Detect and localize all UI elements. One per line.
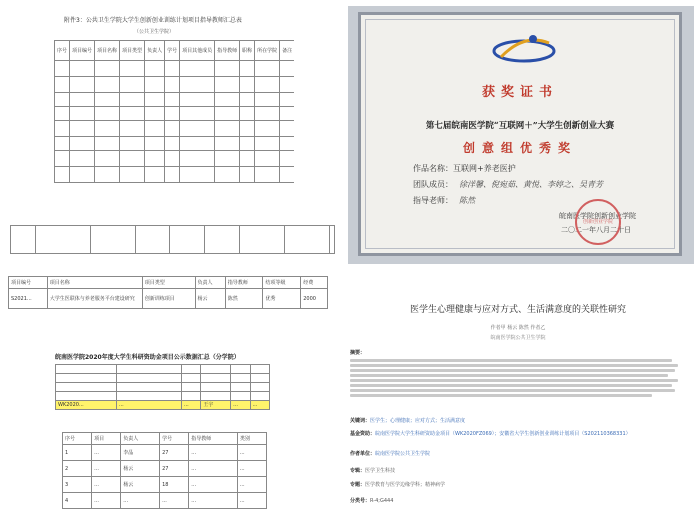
funding-table xyxy=(55,352,275,424)
cell: ... xyxy=(250,401,269,410)
cell: 27 xyxy=(160,461,189,477)
header-cell: 学号 xyxy=(165,41,180,61)
abstract-section xyxy=(350,350,685,399)
cell: 陈然 xyxy=(225,289,263,309)
keywords-label: 关键词： xyxy=(350,418,371,424)
seal-text: 创新创业学院 xyxy=(582,219,613,225)
roster-table-grid xyxy=(62,432,267,509)
work-value: 互联网+养老医护 xyxy=(453,164,516,173)
topic: 医学教育与医学边缘学科；精神病学 xyxy=(365,482,446,488)
cell: ... xyxy=(189,477,238,493)
table-header-row xyxy=(9,277,328,289)
paper-abstract xyxy=(342,278,694,523)
cell: 27 xyxy=(160,445,189,461)
header-cell: 项目其他成员 xyxy=(180,41,215,61)
advisor-field xyxy=(413,195,475,206)
header-cell: 指导教师 xyxy=(215,41,240,61)
table-row xyxy=(55,77,295,93)
table-row xyxy=(55,137,295,151)
official-seal-icon xyxy=(575,199,621,245)
award-certificate xyxy=(348,6,694,264)
advisor-value: 陈然 xyxy=(459,196,475,205)
cell: ... xyxy=(121,493,160,509)
header-cell: 指导教师 xyxy=(189,433,238,445)
header-cell: 项目编号 xyxy=(70,41,95,61)
cell: ... xyxy=(92,445,121,461)
cls-label: 分类号： xyxy=(350,498,371,504)
cell: ... xyxy=(189,445,238,461)
abstract-label: 摘要： xyxy=(350,350,366,356)
table-row xyxy=(56,383,270,392)
roster-table xyxy=(62,432,272,522)
header-cell: 指导教师 xyxy=(225,277,263,289)
cell: 大学生医联体与养老服务平台建设研究 xyxy=(47,289,142,309)
cell: 4 xyxy=(63,493,92,509)
fund-text: 皖南医学院大学生科研资助金项目（WK2020FZ069）；安徽省大学生创新创业训练计划项目（S202110368331） xyxy=(375,431,631,437)
table-row xyxy=(55,121,295,137)
cell: ... xyxy=(237,477,266,493)
cell: ... xyxy=(237,445,266,461)
issue-date: 二〇二一年八月二十日 xyxy=(561,226,631,234)
table-row xyxy=(55,167,295,183)
header-cell: 项目类型 xyxy=(120,41,145,61)
cell: ... xyxy=(160,493,189,509)
funding-table-title: 皖南医学院2020年度大学生科研资助金项目公示数据汇总（分学院） xyxy=(55,354,240,361)
table-row-highlighted xyxy=(56,401,270,410)
header-cell: 经费 xyxy=(301,277,328,289)
table-row xyxy=(63,461,267,477)
table-row xyxy=(55,61,295,77)
keywords-row xyxy=(350,418,685,425)
header-cell: 负责人 xyxy=(121,433,160,445)
award-name: 创意组优秀奖 xyxy=(462,141,577,155)
header-cell: 所在学院 xyxy=(255,41,280,61)
header-cell: 负责人 xyxy=(145,41,165,61)
cell: ... xyxy=(231,401,250,410)
cell: 2 xyxy=(63,461,92,477)
cell: ... xyxy=(181,401,200,410)
cell: S2021... xyxy=(9,289,48,309)
cell: ... xyxy=(237,461,266,477)
table-row xyxy=(55,151,295,167)
work-label: 作品名称： xyxy=(413,164,453,173)
cell: ... xyxy=(116,401,181,410)
funding-table-grid xyxy=(55,364,270,410)
cell: 杨云 xyxy=(195,289,225,309)
keywords: 医学生；心理健康；应对方式；生活满意度 xyxy=(370,418,466,424)
author-unit-row xyxy=(350,451,685,458)
cell: 李晶 xyxy=(121,445,160,461)
issuer: 皖南医学院创新创业学院 xyxy=(559,212,636,220)
team-field xyxy=(413,179,603,190)
table-row xyxy=(63,445,267,461)
cell: ... xyxy=(92,461,121,477)
table-strip-2 xyxy=(10,225,335,255)
paper-authors: 作者甲 杨云 陈然 作者乙 xyxy=(490,325,546,331)
header-cell: 备注 xyxy=(280,41,294,61)
cell: 1 xyxy=(63,445,92,461)
work-name-field xyxy=(413,163,516,174)
cell: 2000 xyxy=(301,289,328,309)
contest-logo-icon xyxy=(489,29,559,69)
cell: 18 xyxy=(160,477,189,493)
result-table xyxy=(8,276,333,316)
certificate-frame xyxy=(358,12,682,256)
cell: 优秀 xyxy=(263,289,301,309)
header-cell: 职称 xyxy=(240,41,255,61)
cell: ... xyxy=(92,477,121,493)
header-cell: 项目类型 xyxy=(142,277,195,289)
cell: ... xyxy=(237,493,266,509)
cell: 杨云 xyxy=(121,477,160,493)
author-unit: 皖南医学院公共卫生学院 xyxy=(375,451,431,457)
cell: ... xyxy=(189,461,238,477)
cell: ... xyxy=(92,493,121,509)
cell: 杨云 xyxy=(121,461,160,477)
table-row xyxy=(63,493,267,509)
table-header-row xyxy=(55,41,295,61)
topic-label: 专题： xyxy=(350,482,366,488)
contest-name: 第七届皖南医学院“互联网＋”大学生创新创业大赛 xyxy=(425,121,615,131)
header-cell: 序号 xyxy=(63,433,92,445)
table-row xyxy=(63,477,267,493)
table-row xyxy=(55,107,295,121)
table-scan-1 xyxy=(4,8,294,188)
author-unit-label: 作者单位： xyxy=(350,451,376,457)
table-scan-1-title: 附件3：公共卫生学院大学生创新创业训练计划项目指导教师汇总表 xyxy=(64,17,242,24)
cls: R-4;G444 xyxy=(370,498,394,504)
cell: 3 xyxy=(63,477,92,493)
team-label: 团队成员： xyxy=(413,180,453,189)
result-table-grid xyxy=(8,276,328,309)
header-cell: 项目编号 xyxy=(9,277,48,289)
table-row xyxy=(11,226,335,254)
fund-row xyxy=(350,431,685,438)
cell: WK2020... xyxy=(56,401,117,410)
header-cell: 负责人 xyxy=(195,277,225,289)
header-cell: 结项等级 xyxy=(263,277,301,289)
table-scan-1-subtitle: （公共卫生学院） xyxy=(134,29,175,35)
header-cell: 项目名称 xyxy=(95,41,120,61)
cls-row xyxy=(350,498,685,505)
table-header-row xyxy=(63,433,267,445)
certificate-heading: 获奖证书 xyxy=(481,85,558,100)
table-row xyxy=(55,93,295,107)
header-cell: 项目名称 xyxy=(47,277,142,289)
header-cell: 类别 xyxy=(237,433,266,445)
topic-row xyxy=(350,482,685,489)
cell: 创新训练项目 xyxy=(142,289,195,309)
table-row xyxy=(9,289,328,309)
dept: 医学卫生科技 xyxy=(365,468,396,474)
dept-label: 专辑： xyxy=(350,468,366,474)
header-cell: 学号 xyxy=(160,433,189,445)
table-row xyxy=(56,374,270,383)
fund-label: 基金资助： xyxy=(350,431,376,437)
paper-affiliation: 皖南医学院公共卫生学院 xyxy=(490,335,546,341)
header-cell: 项目 xyxy=(92,433,121,445)
table-scan-1-grid xyxy=(54,40,294,183)
table-row xyxy=(56,365,270,374)
advisor-label: 指导老师： xyxy=(413,196,453,205)
dept-row xyxy=(350,468,685,475)
cell: ... xyxy=(189,493,238,509)
paper-title: 医学生心理健康与应对方式、生活满意度的关联性研究 xyxy=(409,305,626,315)
table-strip-2-grid xyxy=(10,225,335,254)
cell: 王宇 xyxy=(201,401,231,410)
team-value: 徐洋馨、倪宛茹、黄悦、李婷之、吴青芳 xyxy=(459,180,603,189)
header-cell: 序号 xyxy=(55,41,70,61)
table-row xyxy=(56,392,270,401)
